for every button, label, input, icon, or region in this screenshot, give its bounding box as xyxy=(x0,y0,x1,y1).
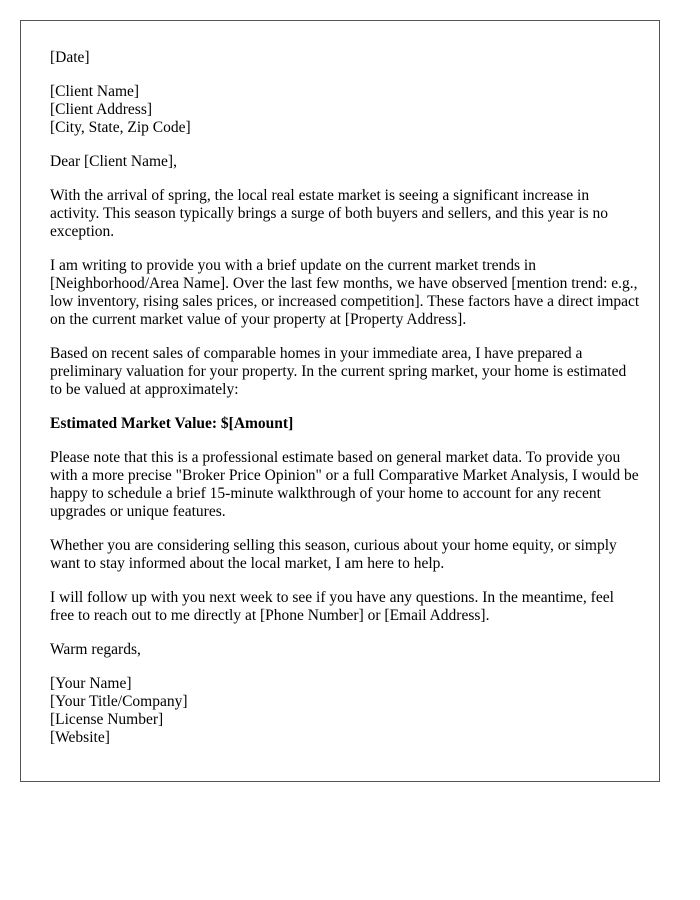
date-block xyxy=(50,49,640,67)
body-paragraph-offer-help: Whether you are considering selling this season, curious about your home equity, or simply want to stay informed about the local market, I am here to help. xyxy=(50,537,617,572)
letter-frame xyxy=(20,20,660,782)
body-paragraph-market-trends: I am writing to provide you with a brief update on the current market trends in [Neighborhood/Area Name]. Over the last few months, we have observed [mention trend: e.g., low inventory, rising sales prices, or increased competition]. These factors have a direct impact on the current market value of your property at [Property Address]. xyxy=(50,257,640,328)
signature-title-company: [Your Title/Company] xyxy=(50,693,188,710)
recipient-name: [Client Name] xyxy=(50,83,140,100)
recipient-city-state-zip: [City, State, Zip Code] xyxy=(50,119,191,136)
signature-name: [Your Name] xyxy=(50,675,132,692)
estimated-market-value: Estimated Market Value: $[Amount] xyxy=(50,415,294,432)
body-paragraph-valuation-lead: Based on recent sales of comparable homes in your immediate area, I have prepared a preliminary valuation for your property. In the current spring market, your home is estimated to be valued at approximately: xyxy=(50,345,627,398)
closing: Warm regards, xyxy=(50,641,141,658)
signature-website: [Website] xyxy=(50,729,110,746)
letter-date: [Date] xyxy=(50,49,90,66)
letter-body xyxy=(50,49,640,747)
recipient-address-block xyxy=(50,83,640,137)
body-paragraph-intro: With the arrival of spring, the local real estate market is seeing a significant increase in activity. This season typically brings a surge of both buyers and sellers, and this year is no exception. xyxy=(50,187,609,240)
signature-block xyxy=(50,675,640,747)
recipient-address: [Client Address] xyxy=(50,101,153,118)
body-paragraph-follow-up: I will follow up with you next week to see if you have any questions. In the meantime, feel free to reach out to me directly at [Phone Number] or [Email Address]. xyxy=(50,589,614,624)
signature-license-number: [License Number] xyxy=(50,711,164,728)
body-paragraph-estimate-note: Please note that this is a professional estimate based on general market data. To provide you with a more precise "Broker Price Opinion" or a full Comparative Market Analysis, I would be happy to schedule a brief 15-minute walkthrough of your home to account for any recent upgrades or unique features. xyxy=(50,449,639,520)
salutation: Dear [Client Name], xyxy=(50,153,177,170)
